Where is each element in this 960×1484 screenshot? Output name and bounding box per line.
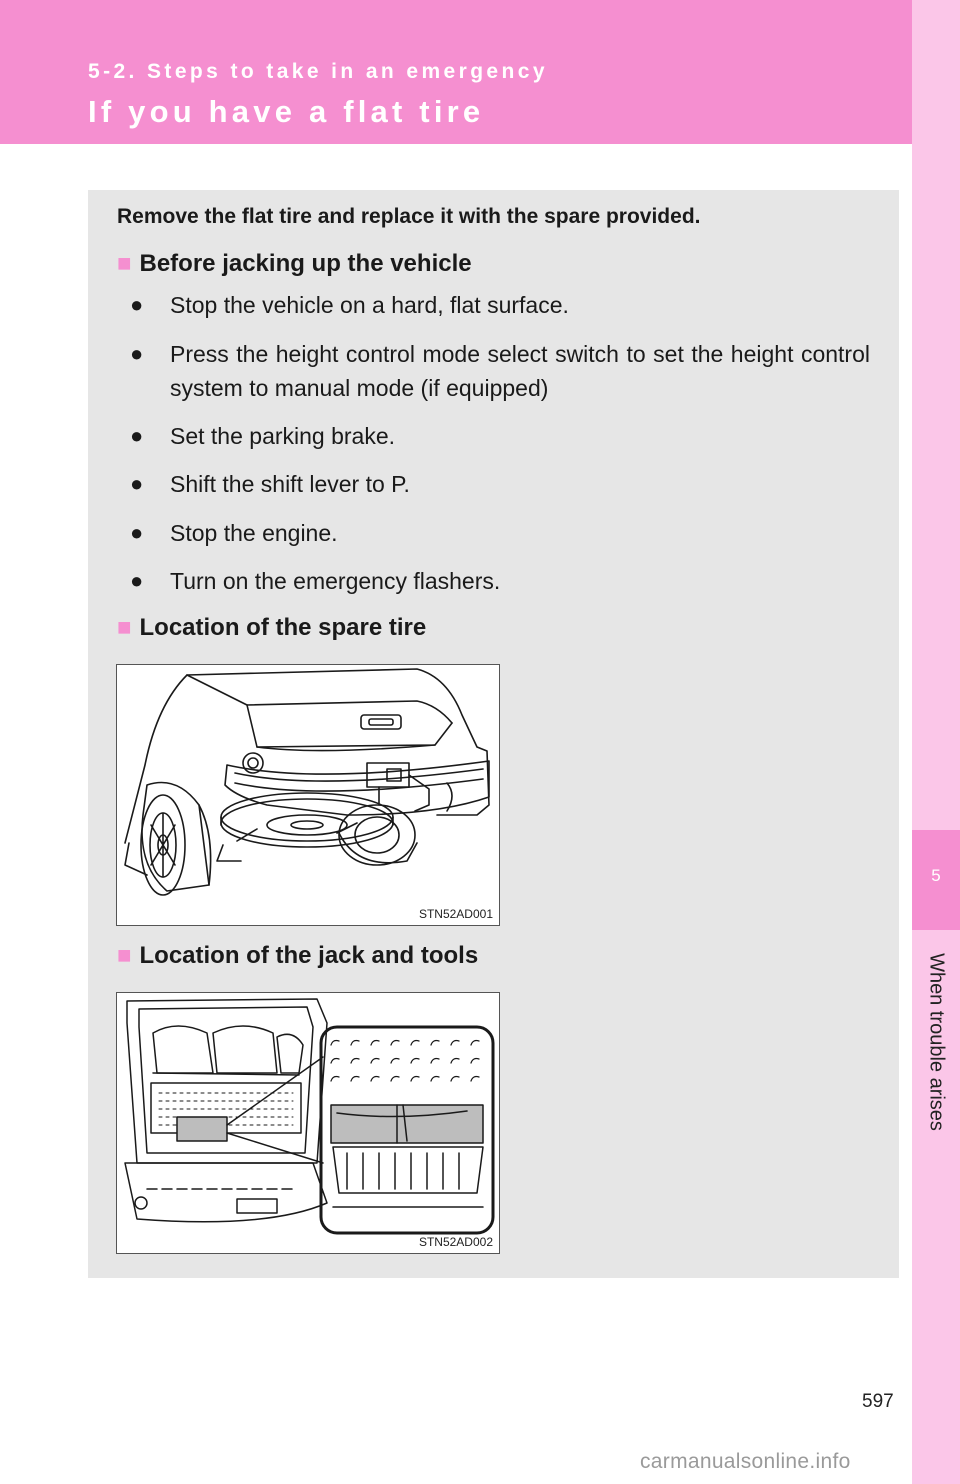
- watermark[interactable]: carmanualsonline.info: [640, 1450, 851, 1473]
- spare-tire-illustration: [116, 664, 500, 926]
- subheading-spare-tire: [117, 614, 426, 642]
- chapter-number: 5: [931, 866, 941, 885]
- list-item: [130, 337, 870, 405]
- list-item: [130, 288, 870, 322]
- square-bullet-icon: ■: [117, 250, 132, 277]
- chapter-title[interactable]: When trouble arises: [925, 953, 948, 1131]
- bullet-dot-icon: ●: [130, 568, 144, 593]
- bullet-dot-icon: ●: [130, 471, 144, 496]
- list-item: [130, 516, 870, 550]
- vehicle-rear-spare-tire-drawing: [117, 665, 499, 925]
- subheading-label: Before jacking up the vehicle: [139, 250, 472, 277]
- page-number: 597: [862, 1391, 894, 1412]
- side-tab: [912, 0, 960, 1484]
- list-item-text: Press the height control mode select switch to set the height control system to manual mode (if equipped): [170, 341, 870, 401]
- bullet-dot-icon: ●: [130, 341, 144, 366]
- cargo-area-jack-drawing: [117, 993, 499, 1253]
- intro-text: Remove the flat tire and replace it with the spare provided.: [117, 205, 701, 228]
- bullet-dot-icon: ●: [130, 423, 144, 448]
- list-item: [130, 467, 870, 501]
- page-title: If you have a flat tire: [88, 94, 485, 129]
- bullet-dot-icon: ●: [130, 520, 144, 545]
- subheading-jack-tools: [117, 942, 478, 970]
- list-item-text: Stop the engine.: [170, 520, 338, 546]
- subheading-before-jacking: [117, 250, 472, 278]
- bullet-dot-icon: ●: [130, 292, 144, 317]
- subheading-label: Location of the jack and tools: [139, 942, 479, 969]
- square-bullet-icon: ■: [117, 614, 132, 641]
- jack-tools-illustration: [116, 992, 500, 1254]
- list-item-text: Stop the vehicle on a hard, flat surface.: [170, 292, 569, 318]
- list-item-text: Shift the shift lever to P.: [170, 471, 410, 497]
- section-label: 5-2. Steps to take in an emergency: [88, 60, 548, 83]
- list-item: [130, 419, 870, 453]
- list-item: [130, 564, 870, 598]
- square-bullet-icon: ■: [117, 942, 132, 969]
- figure-code: STN52AD002: [418, 1235, 493, 1249]
- list-item-text: Set the parking brake.: [170, 423, 396, 449]
- figure-code: STN52AD001: [418, 907, 493, 921]
- subheading-label: Location of the spare tire: [139, 614, 427, 641]
- list-item-text: Turn on the emergency flashers.: [170, 568, 501, 594]
